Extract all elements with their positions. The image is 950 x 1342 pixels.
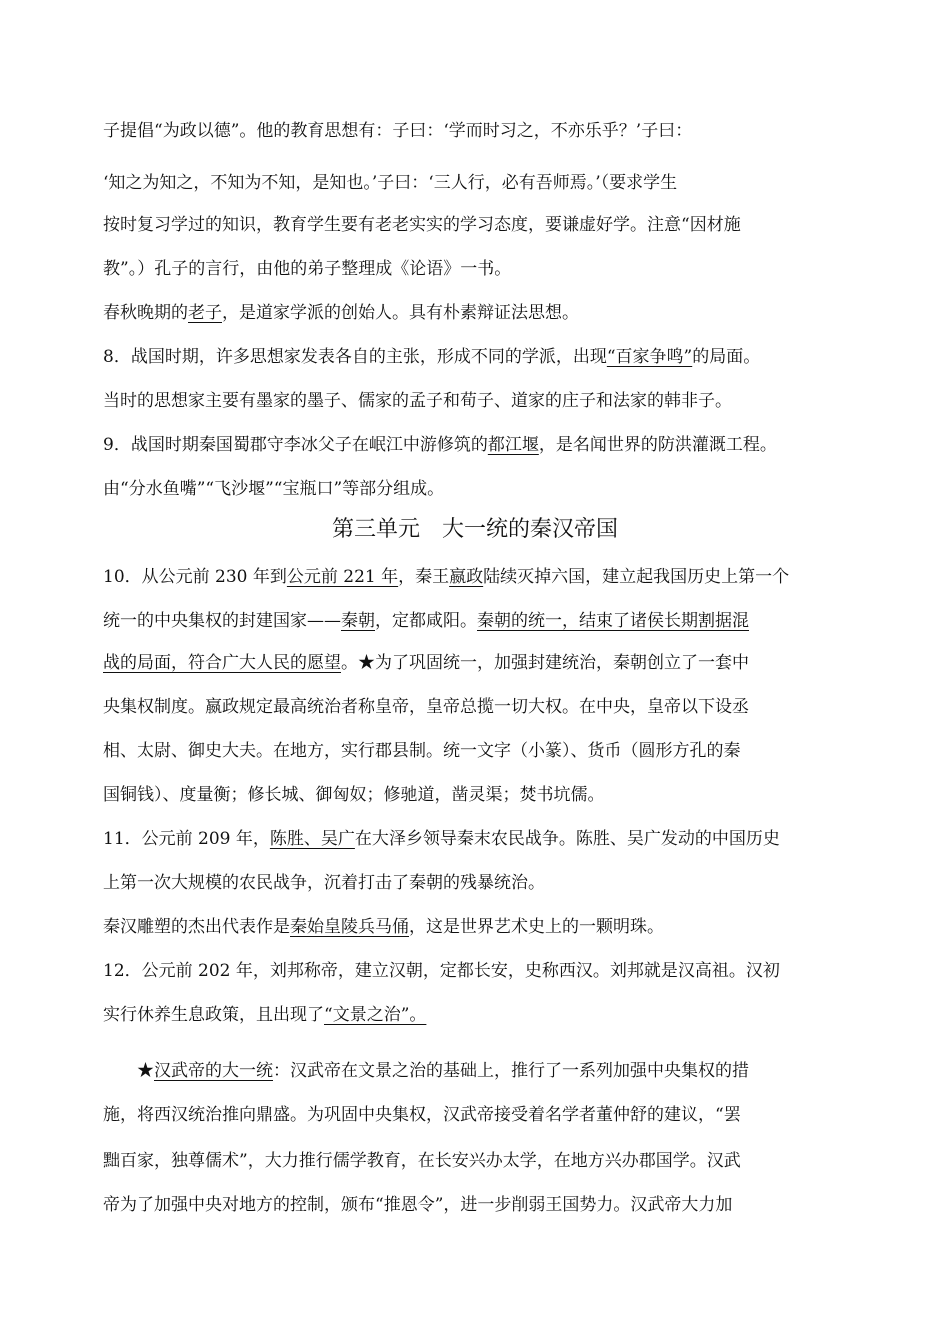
- text-line: [103, 434, 863, 456]
- text-span: 上第一次大规模的农民战争，沉着打击了秦朝的残暴统治。: [103, 873, 545, 893]
- underlined-text: 秦朝: [341, 611, 375, 631]
- text-line: [103, 652, 863, 674]
- text-line: [103, 1060, 863, 1082]
- text-span: 在大泽乡领导秦末农民战争。陈胜、吴广发动的中国历史: [354, 829, 780, 849]
- text-line: [103, 1104, 863, 1126]
- text-line: [103, 872, 863, 894]
- unit-heading: 第三单元 大一统的秦汉帝国: [331, 517, 618, 542]
- underlined-text: 秦始皇陵兵马俑: [290, 917, 409, 937]
- text-line: [103, 566, 863, 588]
- text-line: [103, 1004, 863, 1026]
- underlined-text: “文景之治”。: [324, 1005, 427, 1025]
- underlined-text: 老子: [188, 303, 222, 323]
- underlined-text: 汉武帝的大一统: [154, 1061, 273, 1081]
- text-span: 秦汉雕塑的杰出代表作是: [103, 917, 290, 937]
- text-span: 实行休养生息政策，且出现了: [103, 1005, 324, 1025]
- text-span: 。★为了巩固统一，加强封建统治，秦朝创立了一套中: [341, 653, 749, 673]
- text-line: [103, 740, 863, 762]
- text-span: ，这是世界艺术史上的一颗明珠。: [409, 917, 664, 937]
- text-span: 的局面。: [692, 347, 761, 367]
- text-span: 黜百家，独尊儒术”，大力推行儒学教育，在长安兴办太学，在地方兴办郡国学。汉武: [103, 1151, 741, 1171]
- text-line: [103, 172, 863, 194]
- text-span: 教”。）孔子的言行，由他的弟子整理成《论语》一书。: [103, 259, 512, 279]
- text-line: [103, 1194, 863, 1216]
- text-line: [103, 214, 863, 236]
- text-span: 8．战国时期，许多思想家发表各自的主张，形成不同的学派，出现: [103, 347, 607, 367]
- text-line: [103, 960, 863, 982]
- text-line: [103, 478, 863, 500]
- text-span: 由“分水鱼嘴”“飞沙堰”“宝瓶口”等部分组成。: [103, 479, 445, 499]
- underlined-text: 陈胜、吴广: [269, 829, 355, 849]
- text-line: [103, 916, 863, 938]
- text-span: 春秋晚期的: [103, 303, 188, 323]
- text-line: [103, 346, 863, 368]
- underlined-text: 都江堰: [487, 435, 539, 455]
- text-span: 12．公元前 202 年，刘邦称帝，建立汉朝，定都长安，史称西汉。刘邦就是汉高祖。汉初: [103, 961, 780, 981]
- underlined-text: “百家争鸣”: [606, 347, 693, 367]
- text-span: 相、太尉、御史大夫。在地方，实行郡县制。统一文字（小篆）、货币（圆形方孔的秦: [103, 741, 741, 761]
- text-span: 国铜钱）、度量衡；修长城、御匈奴；修驰道，凿灵渠；焚书坑儒。: [103, 785, 605, 805]
- text-line: [103, 610, 863, 632]
- underlined-text: 秦朝的统一，结束了诸侯长期割据混: [477, 611, 749, 631]
- text-span: 帝为了加强中央对地方的控制，颁布“推恩令”，进一步削弱王国势力。汉武帝大力加: [103, 1195, 733, 1215]
- text-span: ，定都咸阳。: [375, 611, 477, 631]
- text-line: [103, 120, 863, 142]
- text-line: [103, 258, 863, 280]
- text-line: [103, 1150, 863, 1172]
- text-span: 施，将西汉统治推向鼎盛。为巩固中央集权，汉武帝接受着名学者董仲舒的建议，“罢: [103, 1105, 741, 1125]
- text-line: [103, 784, 863, 806]
- text-span: 子提倡“为政以德”。他的教育思想有：子曰：‘学而时习之，不亦乐乎？’子曰：: [103, 121, 693, 141]
- text-line: [103, 390, 863, 412]
- text-span: ‘知之为知之，不知为不知，是知也。’子曰：‘三人行，必有吾师焉。’（要求学生: [103, 173, 678, 193]
- text-span: 11．公元前 209 年，: [103, 829, 270, 849]
- underlined-text: 战的局面，符合广大人民的愿望: [103, 653, 341, 673]
- text-span: 统一的中央集权的封建国家——: [103, 611, 341, 631]
- text-line: [103, 696, 863, 718]
- text-span: ，是名闻世界的防洪灌溉工程。: [538, 435, 777, 455]
- underlined-text: 嬴政: [449, 567, 484, 587]
- text-span: 按时复习学过的知识，教育学生要有老老实实的学习态度，要谦虚好学。注意“因材施: [103, 215, 741, 235]
- underlined-text: 公元前 221 年: [286, 567, 399, 587]
- text-span: 9．战国时期秦国蜀郡守李冰父子在岷江中游修筑的: [103, 435, 488, 455]
- text-span: ：汉武帝在文景之治的基础上，推行了一系列加强中央集权的措: [273, 1061, 749, 1081]
- text-line: [103, 828, 863, 850]
- text-span: 央集权制度。嬴政规定最高统治者称皇帝，皇帝总揽一切大权。在中央，皇帝以下设丞: [103, 697, 749, 717]
- text-span: 陆续灭掉六国，建立起我国历史上第一个: [483, 567, 790, 587]
- text-span: 10．从公元前 230 年到: [103, 567, 287, 587]
- text-span: ，是道家学派的创始人。具有朴素辩证法思想。: [222, 303, 579, 323]
- text-line: [103, 302, 863, 324]
- text-span: 当时的思想家主要有墨家的墨子、儒家的孟子和荀子、道家的庄子和法家的韩非子。: [103, 391, 732, 411]
- text-span: ，秦王: [398, 567, 450, 587]
- text-span: ★: [103, 1061, 154, 1081]
